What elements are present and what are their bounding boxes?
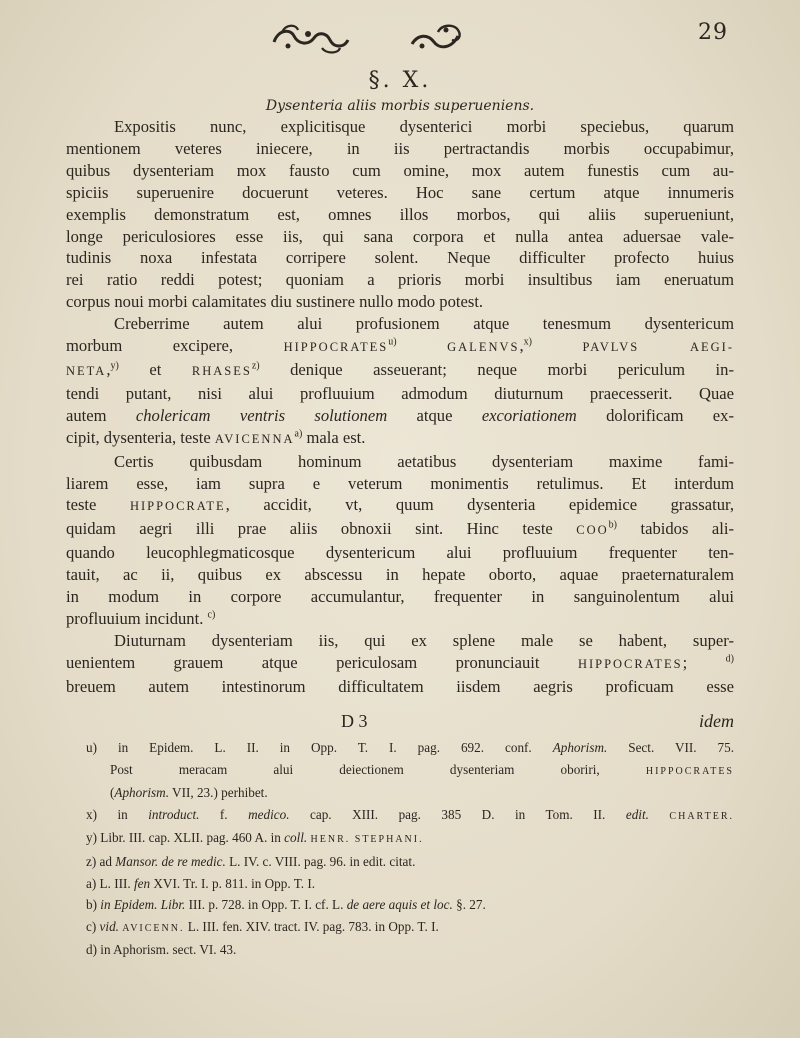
footnote-continuation: Post meracam alui deiectionem dysenteriam oboriri, HIPPOCRATES [110,761,734,777]
text-line: tendi putant, nisi alui profluuium admodum diuturnum praecesserit. Quae [66,383,734,403]
text-line: teste HIPPOCRATE, accidit, vt, quum dysenteria epidemice grassatur, [66,495,734,515]
footnotes [86,737,734,961]
footnote: d) in Aphorism. sect. VI. 43. [86,942,237,958]
text-line: morbum excipere, HIPPOCRATES$^{u)}$ GALENVS,$^{x)}$ PAVLVS AEGI- [66,336,735,356]
body-text [66,116,734,698]
text-line: cipit, dysenteria, teste AVICENNA$^{a)}$ mala est. [66,427,366,447]
left-ornament-icon [268,22,354,56]
text-line: uenientem grauem atque periculosam pronunciauit HIPPOCRATES; $^{d)}$ [66,652,734,672]
footnote-continuation: (Aphorism. VII, 23.) perhibet. [110,785,268,801]
text-line: quibus dysenteriam mox fausto cum omine, mox autem funestis cum au- [66,160,734,180]
page-number: 29 [698,20,728,45]
text-line: tauit, ac ii, quibus ex abscessu in hepate oborto, aquae praeternaturalem [66,565,734,585]
signature-mark: D 3 [341,711,368,731]
footnote: z) ad Mansor. de re medic. L. IV. c. VIII. pag. 96. in edit. citat. [86,853,416,869]
text-line: corpus noui morbi calamitates diu sustinere nullo modo potest. [66,292,484,312]
section-subtitle: Dysenteria aliis morbis superueniens. [265,98,535,114]
text-line: quando leucophlegmaticosque dysentericum alui profluuium frequenter ten- [66,543,734,563]
text-line: Diuturnam dysenteriam iis, qui ex splene male se habent, super- [114,630,734,650]
footnote: u) in Epidem. L. II. in Opp. T. I. pag. 692. conf. Aphorism. Sect. VII. 75. [86,740,734,755]
text-line: quidam aegri illi prae aliis obnoxii sint. Hinc teste COO$^{b)}$ tabidos ali- [66,519,734,539]
text-line: NETA,$^{y)}$ et RHASES$^{z)}$ denique asseuerant; neque morbi periculum in- [66,359,734,379]
footnote: c) vid. AVICENN. L. III. fen. XIV. tract. IV. pag. 783. in Opp. T. I. [86,918,439,934]
text-line: Creberrime autem alui profusionem atque tenesmum dysentericum [114,314,734,334]
footnote: y) Libr. III. cap. XLII. pag. 460 A. in coll. HENR. STEPHANI. [86,830,424,846]
text-line: exemplis demonstratum est, omnes illos morbos, qui aliis superueniunt, [66,204,734,224]
text-line: Expositis nunc, explicitisque dysenterici morbi speciebus, quarum [114,117,734,136]
section-heading: §. X. [368,68,432,93]
text-line: autem cholericam ventris solutionem atque excoriationem dolorificam ex- [66,405,735,425]
text-line: rei ratio reddi potest; quoniam a prioris morbi insultibus iam eneruatum [66,270,734,290]
footnote: x) in introduct. f. medico. cap. XIII. pag. 385 D. in Tom. II. edit. CHARTER. [86,806,734,822]
text-line: liarem esse, iam supra e veterum monimentis retulimus. Et interdum [66,473,734,493]
text-line: tudinis noxa infestata corripere solent. Neque difficulter profecto huius [66,248,734,268]
footnote: b) in Epidem. Libr. III. p. 728. in Opp. T. I. cf. L. de aere aquis et loc. §. 27. [86,897,486,913]
right-ornament-icon [408,22,468,52]
text-line: spiciis superuenire docuerunt veteres. Hoc sane certum atque innumeris [66,182,734,202]
text-line: in modum in corpore accumulantur, frequenter in sanguinolentum alui [66,587,734,607]
text-line: profluuium incidunt. $^{c)}$ [66,608,216,628]
text-line: breuem autem intestinorum difficultatem iisdem aegris proficuam esse [66,676,734,696]
text-line: longe periculosiores esse iis, qui sana corpora et nulla antea aduersae vale- [66,226,734,246]
text-line: mentionem veteres iniecere, in iis pertractandis morbis occupabimur, [66,138,734,158]
text-line: Certis quibusdam hominum aetatibus dysenteriam maxime fami- [114,451,734,471]
footnote: a) L. III. fen XVI. Tr. I. p. 811. in Opp. T. I. [86,875,316,891]
catchword: idem [699,711,734,731]
